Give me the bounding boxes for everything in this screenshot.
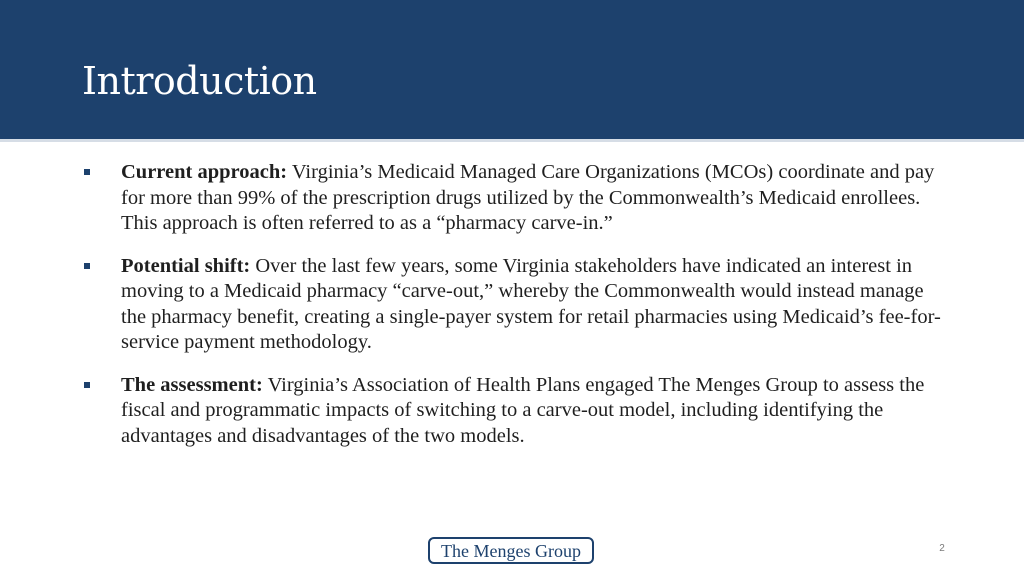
bullet-text: Virginia’s Medicaid Managed Care Organizations (MCOs) coordinate and pay for more than 99% of the prescription drugs utilized by the Commonwealth’s Medicaid enrollees. This approach is often referred to as a “pharmacy carve-in.” — [121, 161, 935, 234]
bullet-item-the-assessment — [82, 373, 952, 450]
header-band — [0, 0, 1024, 142]
logo-text: The Menges Group — [441, 540, 581, 561]
bullet-term: Potential shift: — [121, 254, 251, 277]
square-bullet-icon — [84, 263, 90, 269]
square-bullet-icon — [84, 382, 90, 388]
bullet-term: The assessment: — [121, 373, 263, 396]
slide-title: Introduction — [82, 59, 317, 103]
bullet-item-current-approach — [82, 160, 952, 237]
page-number: 2 — [939, 543, 945, 554]
bullet-term: Current approach: — [121, 161, 288, 183]
bullet-list — [82, 160, 952, 466]
bullet-text: Virginia’s Association of Health Plans engaged The Menges Group to assess the fiscal and programmatic impacts of switching to a carve-out model, including identifying the advantages and disadvantages of the two models. — [121, 373, 925, 447]
menges-group-logo — [428, 537, 594, 564]
bullet-text: Over the last few years, some Virginia stakeholders have indicated an interest in moving to a Medicaid pharmacy “carve-out,” whereby the Commonwealth would instead manage the pharmacy benefit, creating a single-payer system for retail pharmacies using Medicaid’s fee-for-service payment methodology. — [121, 254, 941, 353]
bullet-item-potential-shift — [82, 254, 952, 356]
square-bullet-icon — [84, 169, 90, 175]
